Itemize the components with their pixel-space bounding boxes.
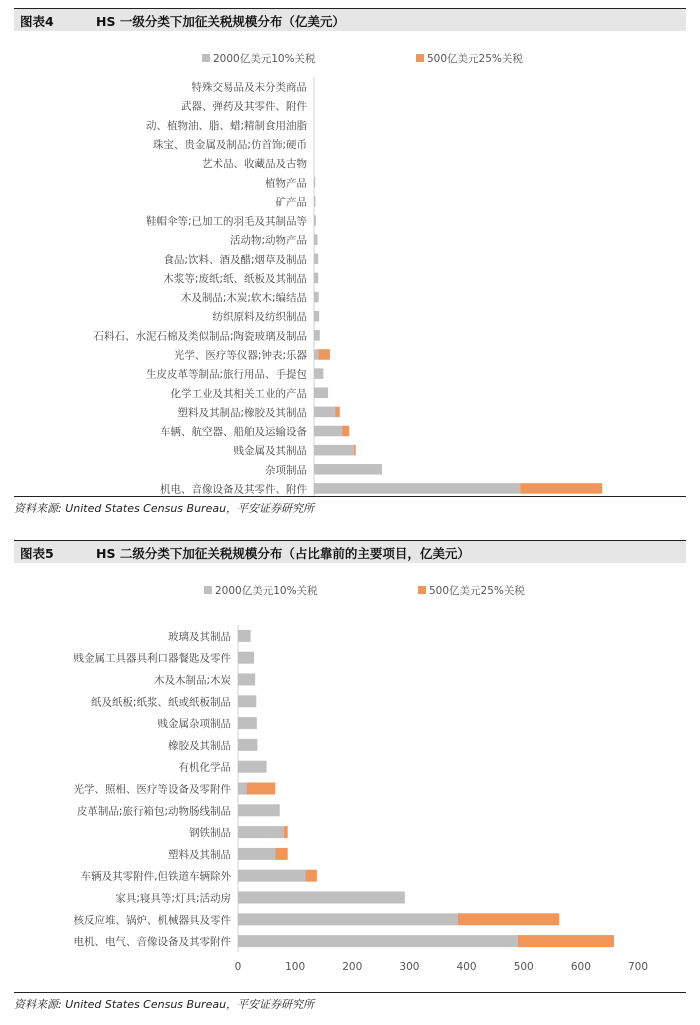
fig4-bar-series1 bbox=[318, 349, 330, 360]
fig4-bar-series0 bbox=[314, 215, 316, 226]
fig4-category-label: 特殊交易品及未分类商品 bbox=[191, 81, 307, 94]
figure-5-source: 资料来源: United States Census Bureau，平安证券研究所 bbox=[14, 992, 686, 1012]
fig5-x-tick-label: 400 bbox=[456, 961, 477, 973]
fig5-legend-label-0: 2000亿美元10%关税 bbox=[215, 585, 318, 597]
fig5-bar-series0 bbox=[238, 935, 518, 947]
fig5-bar-series1 bbox=[284, 826, 288, 838]
fig4-bar-series0 bbox=[314, 234, 318, 245]
fig5-category-label: 贱金属工具器具利口器餐匙及零件 bbox=[73, 652, 231, 665]
fig4-bar-series0 bbox=[314, 407, 335, 418]
fig4-bar-series0 bbox=[314, 177, 315, 188]
fig5-category-label: 玻璃及其制品 bbox=[168, 630, 231, 643]
fig4-category-label: 车辆、航空器、船舶及运输设备 bbox=[160, 426, 307, 439]
fig5-category-label: 核反应堆、锅炉、机械器具及零件 bbox=[73, 914, 231, 927]
figure-5-title: HS 二级分类下加征关税规模分布（占比靠前的主要项目，亿美元） bbox=[96, 546, 470, 561]
fig4-bar-series0 bbox=[314, 368, 323, 379]
fig4-category-label: 纺织原料及纺织制品 bbox=[212, 311, 307, 324]
fig4-bar-series0 bbox=[314, 483, 520, 494]
fig4-category-label: 化学工业及其相关工业的产品 bbox=[170, 387, 307, 400]
fig4-bar-series0 bbox=[314, 254, 318, 265]
fig5-category-label: 家具;寝具等;灯具;活动房 bbox=[115, 892, 231, 905]
fig4-bar-series0 bbox=[314, 292, 319, 303]
fig5-x-tick-label: 300 bbox=[399, 961, 420, 973]
fig4-category-label: 生皮皮革等制品;旅行用品、手提包 bbox=[145, 368, 307, 381]
fig5-legend-label-1: 500亿美元25%关税 bbox=[429, 585, 525, 597]
fig4-category-label: 动、植物油、脂、蜡;精制食用油脂 bbox=[145, 119, 307, 132]
fig4-bar-series0 bbox=[314, 196, 315, 207]
fig4-bar-series1 bbox=[335, 407, 340, 418]
fig4-category-label: 植物产品 bbox=[265, 177, 307, 190]
fig4-category-label: 贱金属及其制品 bbox=[233, 445, 307, 458]
fig5-category-label: 有机化学品 bbox=[178, 761, 231, 774]
fig5-bar-series0 bbox=[238, 913, 458, 925]
fig4-bar-series0 bbox=[314, 445, 354, 456]
fig5-bar-series0 bbox=[238, 761, 267, 773]
figure-4-number: 图表4 bbox=[20, 14, 54, 29]
fig4-category-label: 木及制品;木炭;软木;编结品 bbox=[180, 292, 307, 305]
fig5-category-label: 光学、照相、医疗等设备及零附件 bbox=[73, 783, 231, 796]
fig4-bar-series0 bbox=[314, 349, 318, 360]
fig4-category-label: 石料石、水泥石棉及类似制品;陶瓷玻璃及制品 bbox=[93, 330, 307, 343]
fig4-bar-series0 bbox=[314, 330, 320, 341]
fig5-bar-series0 bbox=[238, 804, 280, 816]
fig5-x-tick-label: 600 bbox=[570, 961, 591, 973]
fig5-x-tick-label: 200 bbox=[342, 961, 363, 973]
fig5-category-label: 橡胶及其制品 bbox=[168, 739, 231, 752]
fig4-bar-series0 bbox=[314, 464, 382, 475]
fig4-category-label: 食品;饮料、酒及醋;烟草及制品 bbox=[163, 253, 307, 266]
fig4-bar-series0 bbox=[314, 311, 319, 322]
fig4-legend-swatch-0 bbox=[202, 54, 210, 62]
fig5-bar-series1 bbox=[275, 848, 288, 860]
fig4-bar-series0 bbox=[314, 273, 318, 284]
figure-5-number: 图表5 bbox=[20, 546, 54, 561]
fig4-category-label: 珠宝、贵金属及制品;仿首饰;硬币 bbox=[152, 138, 307, 151]
figure-4-title: HS 一级分类下加征关税规模分布（亿美元） bbox=[96, 14, 345, 29]
fig5-bar-series0 bbox=[238, 652, 254, 664]
fig5-bar-series1 bbox=[518, 935, 614, 947]
fig5-x-tick-label: 0 bbox=[234, 961, 242, 973]
fig4-category-label: 鞋帽伞等;已加工的羽毛及其制品等 bbox=[145, 215, 307, 228]
fig4-category-label: 光学、医疗等仪器;钟表;乐器 bbox=[173, 349, 307, 362]
fig5-bar-series1 bbox=[305, 870, 316, 882]
figure-5-chart bbox=[0, 572, 700, 992]
figure-4-header bbox=[14, 8, 686, 31]
fig4-legend-swatch-1 bbox=[416, 54, 424, 62]
fig4-bar-series1 bbox=[342, 426, 349, 437]
fig5-category-label: 皮革制品;旅行箱包;动物肠线制品 bbox=[76, 805, 231, 818]
fig5-bar-series0 bbox=[238, 870, 305, 882]
fig4-category-label: 机电、音像设备及其零件、附件 bbox=[160, 483, 307, 496]
fig5-bar-series1 bbox=[247, 783, 276, 795]
fig5-x-tick-label: 500 bbox=[513, 961, 534, 973]
fig5-bar-series0 bbox=[238, 892, 405, 904]
fig4-category-label: 矿产品 bbox=[275, 196, 307, 209]
fig5-bar-series0 bbox=[238, 630, 251, 642]
fig5-bar-series0 bbox=[238, 717, 257, 729]
fig5-category-label: 电机、电气、音像设备及其零附件 bbox=[73, 936, 231, 949]
fig5-bar-series0 bbox=[238, 783, 247, 795]
fig5-category-label: 塑料及其制品 bbox=[168, 848, 231, 861]
fig5-x-tick-label: 100 bbox=[285, 961, 306, 973]
fig4-bar-series1 bbox=[520, 483, 602, 494]
fig5-bar-series0 bbox=[238, 695, 256, 707]
fig4-category-label: 杂项制品 bbox=[265, 464, 307, 477]
fig4-bar-series0 bbox=[314, 426, 342, 437]
fig5-bar-series0 bbox=[238, 826, 284, 838]
fig5-category-label: 钢铁制品 bbox=[189, 827, 231, 840]
figure-4-source: 资料来源: United States Census Bureau，平安证券研究所 bbox=[14, 496, 686, 516]
fig4-legend-label-1: 500亿美元25%关税 bbox=[427, 53, 523, 65]
fig5-legend-swatch-0 bbox=[204, 586, 212, 594]
figure-5-header bbox=[14, 540, 686, 563]
fig4-bar-series0 bbox=[314, 387, 328, 398]
fig5-category-label: 纸及纸板;纸浆、纸或纸板制品 bbox=[90, 696, 231, 709]
fig5-x-tick-label: 700 bbox=[627, 961, 649, 973]
fig5-legend-swatch-1 bbox=[418, 586, 426, 594]
fig5-bar-series0 bbox=[238, 739, 257, 751]
fig4-category-label: 活动物;动物产品 bbox=[229, 234, 307, 247]
fig5-bar-series0 bbox=[238, 848, 275, 860]
fig5-bar-series0 bbox=[238, 674, 255, 686]
fig4-bar-series1 bbox=[354, 445, 356, 456]
fig5-category-label: 木及木制品;木炭 bbox=[153, 674, 231, 687]
fig4-legend-label-0: 2000亿美元10%关税 bbox=[213, 53, 316, 65]
figure-4-chart bbox=[0, 40, 700, 500]
fig4-category-label: 塑料及其制品;橡胶及其制品 bbox=[177, 406, 307, 419]
fig5-bar-series1 bbox=[458, 913, 559, 925]
fig5-category-label: 车辆及其零附件,但铁道车辆除外 bbox=[80, 870, 231, 883]
fig4-category-label: 武器、弹药及其零件、附件 bbox=[181, 100, 307, 113]
fig5-category-label: 贱金属杂项制品 bbox=[157, 718, 231, 731]
fig4-category-label: 艺术品、收藏品及古物 bbox=[202, 158, 307, 171]
fig4-category-label: 木浆等;废纸;纸、纸板及其制品 bbox=[163, 272, 307, 285]
